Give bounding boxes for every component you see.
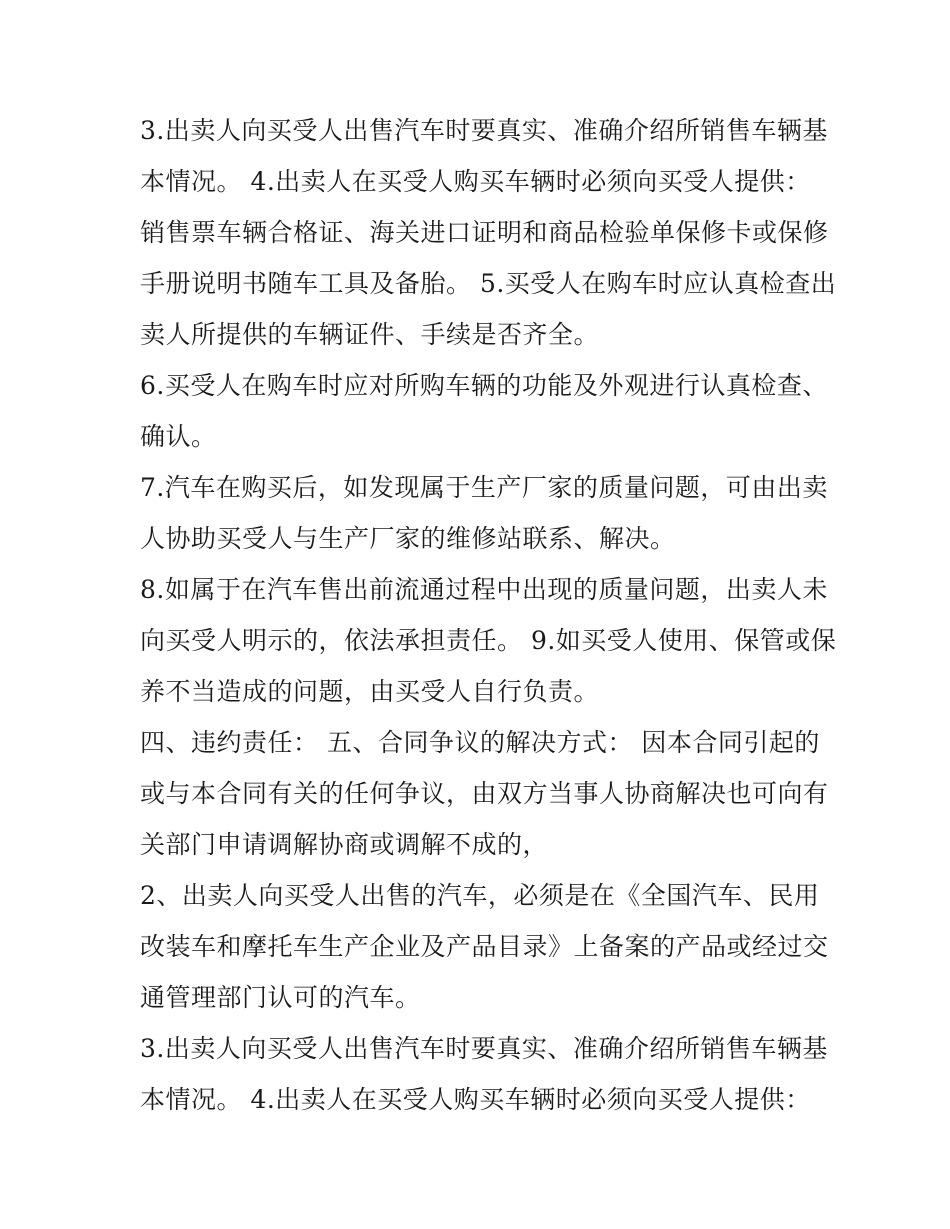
text-line: 向买受人明示的，依法承担责任。 9.如买受人使用、保管或保 [140, 626, 837, 655]
text-line: 确认。 [140, 422, 217, 451]
text-line: 本情况。 4.出卖人在买受人购买车辆时必须向买受人提供： [140, 1085, 811, 1114]
document-body [140, 105, 837, 1125]
text-line: 销售票车辆合格证、海关进口证明和商品检验单保修卡或保修 [140, 218, 829, 247]
text-line: 通管理部门认可的汽车。 [140, 983, 421, 1012]
text-line: 3.出卖人向买受人出售汽车时要真实、准确介绍所销售车辆基 [140, 1034, 828, 1063]
text-line: 本情况。 4.出卖人在买受人购买车辆时必须向买受人提供： [140, 167, 811, 196]
text-line: 3.出卖人向买受人出售汽车时要真实、准确介绍所销售车辆基 [140, 116, 828, 145]
text-line: 或与本合同有关的任何争议，由双方当事人协商解决也可向有 [140, 779, 829, 808]
text-line: 手册说明书随车工具及备胎。 5.买受人在购车时应认真检查出 [140, 269, 837, 298]
text-line: 四、违约责任： 五、合同争议的解决方式： 因本合同引起的 [140, 728, 820, 757]
text-line: 8.如属于在汽车售出前流通过程中出现的质量问题，出卖人未 [140, 575, 828, 604]
text-line: 养不当造成的问题，由买受人自行负责。 [140, 677, 600, 706]
text-line: 6.买受人在购车时应对所购车辆的功能及外观进行认真检查、 [140, 371, 828, 400]
text-line: 改装车和摩托车生产企业及产品目录》上备案的产品或经过交 [140, 932, 829, 961]
text-line: 7.汽车在购买后，如发现属于生产厂家的质量问题，可由出卖 [140, 473, 828, 502]
text-line: 人协助买受人与生产厂家的维修站联系、解决。 [140, 524, 676, 553]
text-line: 2、出卖人向买受人出售的汽车，必须是在《全国汽车、民用 [140, 881, 820, 910]
text-line: 卖人所提供的车辆证件、手续是否齐全。 [140, 320, 600, 349]
text-line: 关部门申请调解协商或调解不成的， [140, 830, 549, 859]
